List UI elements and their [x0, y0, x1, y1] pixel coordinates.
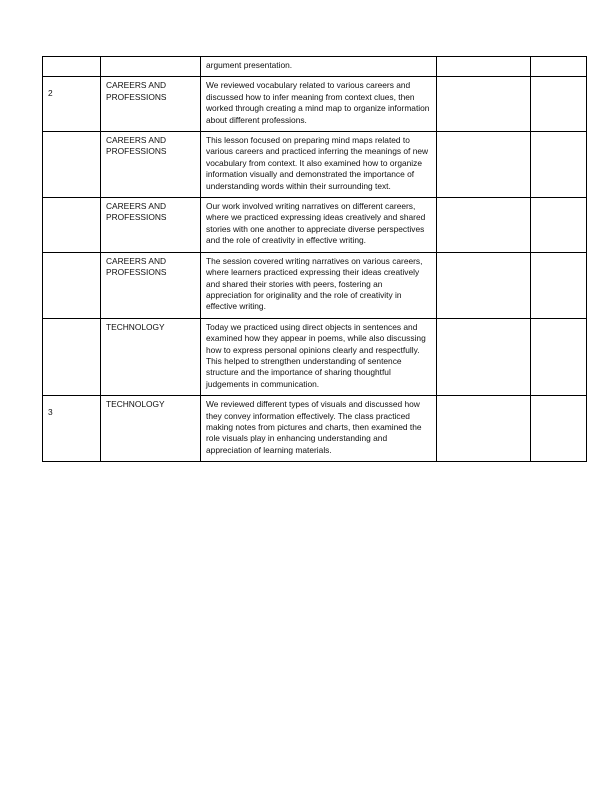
- empty-cell: [437, 396, 531, 462]
- empty-cell: [531, 198, 587, 253]
- summary-cell: This lesson focused on preparing mind maps related to various careers and practiced inferring the meanings of new vocabulary from context. It also examined how to organize information visually and demonstrated the importance of understanding words within their surrounding text.: [201, 132, 437, 198]
- empty-cell: [531, 396, 587, 462]
- empty-cell: [531, 132, 587, 198]
- week-cell: [43, 252, 101, 318]
- summary-cell: We reviewed different types of visuals and discussed how they convey information effectively. The class practiced making notes from pictures and charts, then examined the role visuals play in enhancing understanding and appreciation of learning materials.: [201, 396, 437, 462]
- week-number: 2: [48, 88, 53, 99]
- week-cell: [43, 318, 101, 395]
- empty-cell: [531, 57, 587, 77]
- topic-cell: [101, 57, 201, 77]
- topic-cell: CAREERS AND PROFESSIONS: [101, 77, 201, 132]
- summary-cell: The session covered writing narratives on various careers, where learners practiced expressing their ideas creatively and shared their stories with peers, fostering an appreciation for originality and the role of creativity in effective writing.: [201, 252, 437, 318]
- week-cell: [43, 132, 101, 198]
- topic-cell: CAREERS AND PROFESSIONS: [101, 198, 201, 253]
- empty-cell: [437, 77, 531, 132]
- table-row: [43, 318, 587, 395]
- summary-cell: Our work involved writing narratives on different careers, where we practiced expressing ideas creatively and shared stories with one another to appreciate diverse perspectives and the role of creativity in effective writing.: [201, 198, 437, 253]
- empty-cell: [437, 132, 531, 198]
- table-row: [43, 77, 587, 132]
- empty-cell: [531, 77, 587, 132]
- summary-cell: argument presentation.: [201, 57, 437, 77]
- table-row: [43, 396, 587, 462]
- empty-cell: [437, 318, 531, 395]
- table-row: [43, 198, 587, 253]
- summary-cell: Today we practiced using direct objects in sentences and examined how they appear in poems, while also discussing how to express personal opinions clearly and respectfully. This helped to strengthen understanding of sentence structure and the importance of sharing thoughtful judgements in communication.: [201, 318, 437, 395]
- week-cell: [43, 396, 101, 462]
- topic-cell: CAREERS AND PROFESSIONS: [101, 132, 201, 198]
- topic-cell: TECHNOLOGY: [101, 318, 201, 395]
- empty-cell: [437, 252, 531, 318]
- empty-cell: [531, 252, 587, 318]
- topic-cell: CAREERS AND PROFESSIONS: [101, 252, 201, 318]
- week-number: 3: [48, 407, 53, 418]
- empty-cell: [531, 318, 587, 395]
- table-row: [43, 132, 587, 198]
- table-row: [43, 252, 587, 318]
- topic-cell: TECHNOLOGY: [101, 396, 201, 462]
- lesson-log-table: [42, 56, 587, 462]
- empty-cell: [437, 57, 531, 77]
- week-cell: [43, 77, 101, 132]
- summary-cell: We reviewed vocabulary related to various careers and discussed how to infer meaning from context clues, then worked through creating a mind map to organize information about different professions.: [201, 77, 437, 132]
- week-cell: [43, 198, 101, 253]
- empty-cell: [437, 198, 531, 253]
- table-row: [43, 57, 587, 77]
- week-cell: [43, 57, 101, 77]
